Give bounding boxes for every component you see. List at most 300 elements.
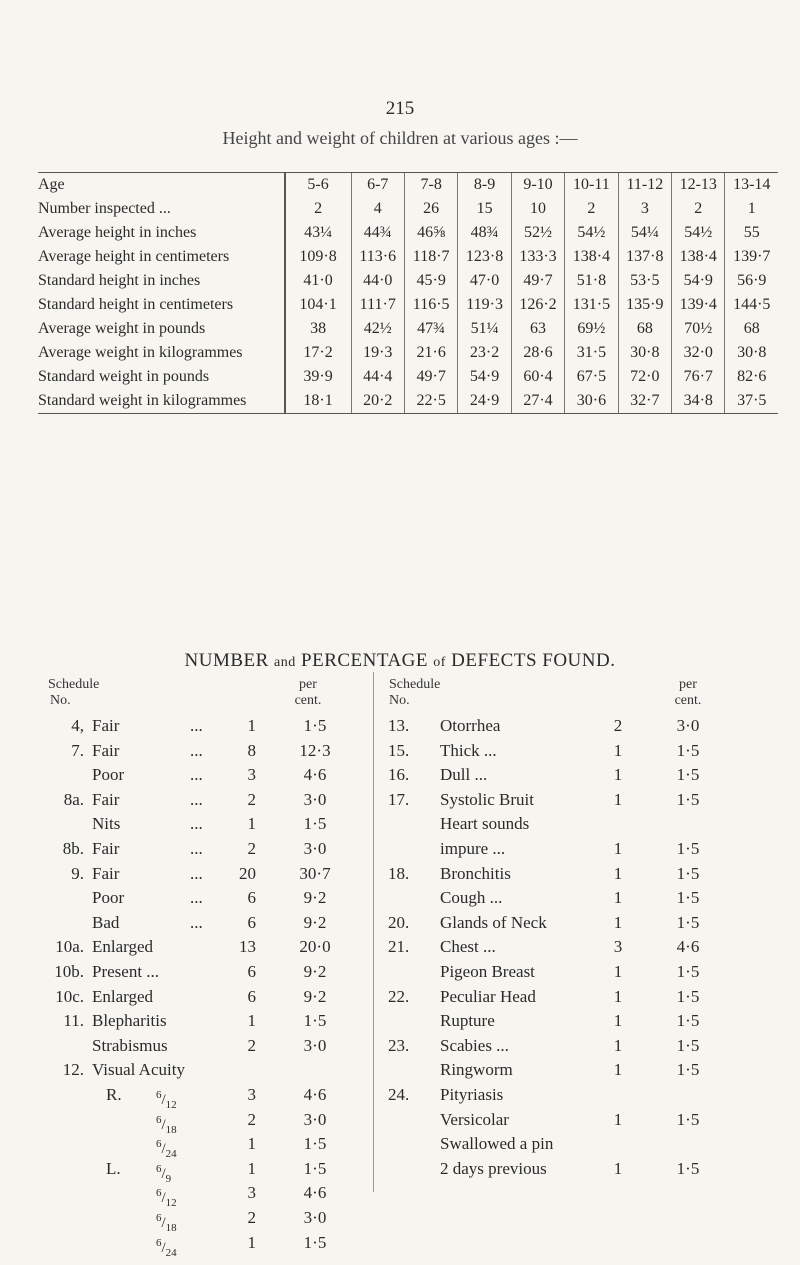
table-cell: 67·5	[565, 365, 618, 389]
defect-count: 2	[247, 789, 256, 809]
schedule-number: 4,	[71, 716, 84, 735]
defect-count: 1	[613, 789, 623, 809]
defect-percent: 3·0	[303, 789, 327, 809]
table-cell: 118·7	[404, 245, 457, 269]
table-cell: 68	[618, 317, 671, 341]
defect-percent: 4·6	[303, 1085, 327, 1104]
defect-label: Swallowed a pin	[440, 1134, 554, 1154]
row-label: Average weight in kilogrammes	[38, 344, 243, 361]
schedule-number: 12.	[62, 1060, 84, 1080]
table-cell: 45·9	[404, 269, 457, 293]
table-cell: 137·8	[618, 245, 671, 269]
defect-label: Pigeon Breast	[440, 962, 535, 981]
defect-count: 6	[247, 962, 256, 981]
defect-label: Fair	[92, 789, 120, 809]
leader-dots: ...	[190, 740, 203, 760]
title-word: and	[274, 655, 296, 670]
defect-percent: 1·5	[676, 740, 700, 760]
table-cell: 2	[285, 197, 351, 221]
defect-percent: 4·6	[303, 1183, 327, 1203]
table-cell: 1	[725, 197, 778, 221]
table-cell: 144·5	[725, 293, 778, 317]
defect-label: Blepharitis	[92, 1011, 167, 1031]
defect-percent: 1·5	[676, 962, 700, 981]
defect-count: 13	[239, 937, 256, 957]
leader-dots: ...	[190, 716, 203, 735]
defect-label: Scabies ...	[440, 1035, 509, 1055]
table-cell: 123·8	[458, 245, 511, 269]
table-cell: 63	[511, 317, 564, 341]
title-word: PERCENTAGE	[301, 650, 428, 671]
defect-label: Heart sounds	[440, 814, 530, 834]
schedule-number: 9.	[71, 863, 84, 883]
height-weight-table	[38, 172, 778, 414]
defect-row	[40, 812, 370, 836]
table-cell: 139·4	[672, 293, 725, 317]
acuity-denominator: 9	[165, 1172, 172, 1185]
table-row	[38, 245, 778, 269]
table-cell: 53·5	[618, 269, 671, 293]
acuity-numerator: 6	[156, 1113, 162, 1126]
table-cell: 22·5	[404, 389, 457, 414]
row-label: Average height in inches	[38, 224, 197, 241]
defect-row	[388, 763, 768, 787]
defect-row	[40, 911, 370, 935]
table-cell: 42½	[351, 317, 404, 341]
acuity-numerator: 6	[156, 1212, 162, 1224]
table-cell: 54¼	[618, 221, 671, 245]
table-cell: 9-10	[511, 173, 564, 198]
table-cell: 82·6	[725, 365, 778, 389]
schedule-number: 23.	[388, 1035, 410, 1055]
defect-row	[388, 837, 768, 861]
defect-percent: 3·0	[303, 1035, 327, 1055]
table-cell: 54½	[565, 221, 618, 245]
defect-count: 1	[613, 740, 623, 760]
defect-count: 2	[247, 1109, 256, 1129]
defect-label: Poor	[92, 765, 125, 785]
table-cell: 47·0	[458, 269, 511, 293]
defect-count: 1	[613, 863, 623, 883]
defect-count: 1	[247, 1232, 256, 1252]
table-cell: 47¾	[404, 317, 457, 341]
defect-label: Glands of Neck	[440, 912, 547, 932]
defect-row	[388, 862, 768, 886]
acuity-row	[40, 1206, 370, 1234]
acuity-row	[40, 1132, 370, 1161]
defect-percent: 1·5	[303, 814, 327, 834]
schedule-header-label: Schedule	[389, 677, 441, 692]
table-cell: 54·9	[672, 269, 725, 293]
schedule-number: 8a.	[63, 789, 84, 809]
defect-count: 1	[613, 912, 623, 932]
defect-count: 1	[613, 1011, 623, 1031]
defect-percent: 1·5	[676, 986, 700, 1006]
acuity-numerator: 6	[156, 1236, 162, 1249]
table-cell: 111·7	[351, 293, 404, 317]
defect-row	[388, 1009, 768, 1033]
table-cell: 69½	[565, 317, 618, 341]
defect-row	[40, 1009, 370, 1033]
acuity-row	[40, 1181, 370, 1210]
defect-count: 2	[247, 1035, 256, 1055]
row-label: Average height in centimeters	[38, 248, 230, 265]
defect-percent: 9·2	[303, 912, 327, 932]
leader-dots: ...	[190, 912, 203, 932]
table-cell: 76·7	[672, 365, 725, 389]
table-cell: 135·9	[618, 293, 671, 317]
table-cell: 28·6	[511, 341, 564, 365]
defect-count: 1	[613, 1158, 623, 1178]
table-cell: 2	[672, 197, 725, 221]
table-row	[38, 269, 778, 293]
defect-label: Present ...	[92, 962, 160, 981]
defect-count: 3	[247, 1183, 256, 1203]
table-cell: 48¾	[458, 221, 511, 245]
defect-count: 1	[613, 765, 623, 785]
defect-percent: 1·5	[676, 1011, 700, 1031]
table-cell: 126·2	[511, 293, 564, 317]
row-label: Age	[38, 173, 285, 198]
leader-dots: ...	[190, 814, 203, 834]
table-cell: 17·2	[285, 341, 351, 365]
defect-percent: 30·7	[299, 863, 331, 883]
table-row	[38, 317, 778, 341]
defect-count: 6	[247, 912, 256, 932]
schedule-number: 13.	[388, 716, 410, 735]
defect-percent: 1·5	[676, 1035, 700, 1055]
defect-percent: 1·5	[303, 1011, 327, 1031]
table-cell: 131·5	[565, 293, 618, 317]
table-cell: 138·4	[565, 245, 618, 269]
table-cell: 43¼	[285, 221, 351, 245]
schedule-number: 8b.	[62, 839, 84, 858]
defect-count: 20	[239, 863, 256, 883]
defect-row	[40, 763, 370, 787]
defect-row	[40, 788, 370, 812]
table-cell: 20·2	[351, 389, 404, 414]
defect-percent: 1·5	[676, 888, 700, 908]
schedule-number: 15.	[388, 740, 410, 760]
table-cell: 54·9	[458, 365, 511, 389]
no-header-label: No.	[50, 693, 71, 708]
schedule-number: 17.	[388, 789, 410, 809]
defect-row	[40, 935, 370, 959]
table-cell: 46⅝	[404, 221, 457, 245]
per-header-label: per	[679, 677, 697, 692]
table-cell: 109·8	[285, 245, 351, 269]
defect-count: 1	[613, 839, 623, 858]
defect-count: 2	[247, 1208, 256, 1227]
row-label: Standard weight in kilogrammes	[38, 389, 285, 414]
table-cell: 24·9	[458, 389, 511, 414]
schedule-number: 7.	[71, 740, 84, 760]
defect-percent: 1·5	[303, 1158, 327, 1178]
defect-count: 8	[247, 740, 256, 760]
table-cell: 39·9	[285, 365, 351, 389]
defect-row	[40, 714, 370, 738]
defect-label: Enlarged	[92, 986, 154, 1006]
table-cell: 44·4	[351, 365, 404, 389]
table-cell: 2	[565, 197, 618, 221]
table-cell: 12-13	[672, 173, 725, 198]
defect-label: Strabismus	[92, 1035, 168, 1055]
defect-count: 1	[613, 962, 623, 981]
defect-row	[388, 960, 768, 984]
defect-label: Poor	[92, 888, 125, 908]
page-title: Height and weight of children at various ages :—	[222, 128, 578, 148]
acuity-denominator: 24	[165, 1148, 177, 1161]
right-percent-header	[668, 677, 708, 709]
defect-count: 3	[247, 765, 256, 785]
row-label: Average weight in pounds	[38, 320, 206, 337]
defect-row	[40, 960, 370, 984]
acuity-row	[40, 1108, 370, 1136]
table-cell: 113·6	[351, 245, 404, 269]
table-row	[38, 365, 778, 389]
table-row	[38, 341, 778, 365]
title-word: DEFECTS FOUND.	[451, 650, 616, 671]
row-label: Standard height in centimeters	[38, 296, 234, 313]
defect-count: 1	[613, 1060, 623, 1080]
defect-count: 1	[613, 888, 623, 908]
page-number: 215	[385, 98, 415, 119]
defect-row	[388, 1108, 768, 1132]
defect-count: 3	[613, 937, 623, 957]
schedule-number: 20.	[388, 912, 410, 932]
table-cell: 19·3	[351, 341, 404, 365]
row-label: Number inspected ...	[38, 200, 171, 217]
defect-count: 1	[247, 1158, 256, 1178]
defect-percent: 20·0	[299, 937, 331, 957]
defect-count: 1	[247, 1011, 256, 1031]
defect-row	[388, 886, 768, 910]
defect-row	[388, 788, 768, 812]
defect-row	[40, 862, 370, 886]
table-header-row	[38, 173, 778, 198]
table-row	[38, 221, 778, 245]
table-row	[38, 293, 778, 317]
defect-count: 1	[247, 716, 256, 735]
defects-section-title	[0, 650, 800, 672]
defect-row	[388, 1083, 768, 1107]
table-cell: 133·3	[511, 245, 564, 269]
acuity-row	[40, 1231, 370, 1259]
defect-row	[40, 886, 370, 910]
column-divider	[373, 672, 374, 1192]
table-cell: 49·7	[511, 269, 564, 293]
acuity-fraction: $^6/_{24}$	[156, 1236, 177, 1259]
leader-dots: ...	[190, 863, 203, 883]
defect-row	[40, 739, 370, 763]
defect-label: Otorrhea	[440, 716, 501, 735]
table-cell: 32·7	[618, 389, 671, 414]
defect-label: Systolic Bruit	[440, 789, 534, 809]
row-label: Standard height in inches	[38, 272, 201, 289]
defect-row	[388, 1034, 768, 1058]
acuity-row	[40, 1083, 370, 1111]
defect-count: 1	[613, 1035, 623, 1055]
acuity-numerator: 6	[156, 1138, 162, 1151]
defect-label: Thick ...	[440, 740, 497, 760]
row-label: Standard weight in pounds	[38, 368, 210, 385]
defect-row	[40, 1034, 370, 1058]
defect-row	[388, 714, 768, 738]
defect-row	[40, 985, 370, 1009]
per-header-label: per	[299, 677, 317, 692]
acuity-fraction: $^6/_{12}$	[156, 1089, 177, 1111]
table-cell: 10-11	[565, 173, 618, 198]
eye-label: R.	[106, 1085, 122, 1104]
defect-count: 2	[247, 839, 256, 858]
defect-percent: 1·5	[303, 1134, 327, 1154]
defect-label: Peculiar Head	[440, 986, 536, 1006]
table-cell: 44·0	[351, 269, 404, 293]
acuity-denominator: 18	[165, 1222, 177, 1234]
table-cell: 30·8	[618, 341, 671, 365]
defect-row	[40, 837, 370, 861]
defect-label: Rupture	[440, 1011, 495, 1031]
table-cell: 116·5	[404, 293, 457, 317]
table-cell: 23·2	[458, 341, 511, 365]
defect-label: Pityriasis	[440, 1085, 504, 1104]
defect-percent: 1·5	[303, 716, 327, 735]
defect-percent: 9·2	[303, 888, 327, 908]
table-cell: 21·6	[404, 341, 457, 365]
defect-percent: 1·5	[676, 1158, 700, 1178]
defect-row	[388, 1157, 768, 1181]
defect-row	[40, 1058, 370, 1082]
schedule-number: 10c.	[55, 986, 84, 1006]
table-cell: 3	[618, 197, 671, 221]
table-cell: 38	[285, 317, 351, 341]
leader-dots: ...	[190, 765, 203, 785]
table-cell: 55	[725, 221, 778, 245]
defect-percent: 1·5	[676, 789, 700, 809]
table-cell: 34·8	[672, 389, 725, 414]
right-schedule-header	[389, 677, 440, 709]
table-cell: 56·9	[725, 269, 778, 293]
defect-percent: 1·5	[303, 1232, 327, 1252]
defect-label: Fair	[92, 716, 120, 735]
table-cell: 68	[725, 317, 778, 341]
table-cell: 13-14	[725, 173, 778, 198]
leader-dots: ...	[190, 839, 203, 858]
table-cell: 15	[458, 197, 511, 221]
table-cell: 6-7	[351, 173, 404, 198]
defect-percent: 3·0	[303, 1109, 327, 1129]
acuity-row	[40, 1157, 370, 1185]
title-word: of	[433, 655, 446, 670]
acuity-fraction: $^6/_{18}$	[156, 1113, 177, 1136]
defect-count: 6	[247, 986, 256, 1006]
table-cell: 8-9	[458, 173, 511, 198]
table-cell: 31·5	[565, 341, 618, 365]
table-cell: 5-6	[285, 173, 351, 198]
table-cell: 49·7	[404, 365, 457, 389]
schedule-number: 16.	[388, 765, 410, 785]
schedule-number: 11.	[63, 1011, 84, 1031]
defect-label: Fair	[92, 839, 120, 858]
defect-count: 1	[613, 1109, 623, 1129]
defect-percent: 3·0	[303, 1208, 327, 1227]
defect-percent: 4·6	[676, 937, 700, 957]
acuity-numerator: 6	[156, 1162, 162, 1175]
defect-label: Chest ...	[440, 937, 496, 957]
defect-label: Fair	[92, 863, 120, 883]
acuity-numerator: 6	[156, 1187, 162, 1200]
acuity-denominator: 24	[165, 1246, 177, 1259]
table-cell: 26	[404, 197, 457, 221]
schedule-header-label: Schedule	[48, 677, 100, 692]
table-cell: 138·4	[672, 245, 725, 269]
defect-count: 1	[247, 814, 256, 834]
defect-count: 6	[247, 888, 256, 908]
leader-dots: ...	[190, 789, 203, 809]
defect-percent: 1·5	[676, 912, 700, 932]
no-header-label: No.	[389, 693, 410, 708]
table-cell: 44¾	[351, 221, 404, 245]
table-row	[38, 197, 778, 221]
schedule-number: 21.	[388, 937, 410, 957]
table-cell: 41·0	[285, 269, 351, 293]
table-cell: 7-8	[404, 173, 457, 198]
table-cell: 10	[511, 197, 564, 221]
defect-label: impure ...	[440, 839, 506, 858]
table-cell: 119·3	[458, 293, 511, 317]
defect-percent: 1·5	[676, 863, 700, 883]
acuity-fraction: $^6/_{12}$	[156, 1187, 177, 1210]
acuity-denominator: 18	[165, 1123, 177, 1136]
table-cell: 104·1	[285, 293, 351, 317]
defect-count: 3	[247, 1085, 256, 1104]
defect-percent: 1·5	[676, 839, 700, 858]
table-cell: 139·7	[725, 245, 778, 269]
table-cell: 54½	[672, 221, 725, 245]
table-cell: 27·4	[511, 389, 564, 414]
defect-percent: 12·3	[299, 740, 331, 760]
defect-percent: 3·0	[676, 716, 700, 735]
defect-row	[388, 911, 768, 935]
left-percent-header	[290, 677, 326, 709]
table-cell: 51·8	[565, 269, 618, 293]
defect-row	[388, 1132, 768, 1156]
defect-label: Cough ...	[440, 888, 503, 908]
defect-label: Ringworm	[440, 1060, 513, 1080]
defect-label: 2 days previous	[440, 1158, 547, 1178]
table-cell: 37·5	[725, 389, 778, 414]
table-cell: 60·4	[511, 365, 564, 389]
defect-row	[388, 812, 768, 836]
acuity-fraction: $^6/_{24}$	[156, 1138, 177, 1161]
defect-count: 2	[613, 716, 623, 735]
table-cell: 4	[351, 197, 404, 221]
eye-label: L.	[106, 1158, 121, 1178]
acuity-fraction: $^6/_{18}$	[156, 1212, 177, 1234]
schedule-number: 22.	[388, 986, 410, 1006]
defect-percent: 4·6	[303, 765, 327, 785]
table-cell: 30·6	[565, 389, 618, 414]
table-cell: 18·1	[285, 389, 351, 414]
defect-percent: 3·0	[303, 839, 327, 858]
acuity-fraction: $^6/_9$	[156, 1162, 172, 1185]
defect-row	[388, 739, 768, 763]
acuity-numerator: 6	[156, 1089, 162, 1101]
schedule-number: 18.	[388, 863, 410, 883]
table-cell: 32·0	[672, 341, 725, 365]
table-cell: 51¼	[458, 317, 511, 341]
defect-label: Versicolar	[440, 1109, 509, 1129]
